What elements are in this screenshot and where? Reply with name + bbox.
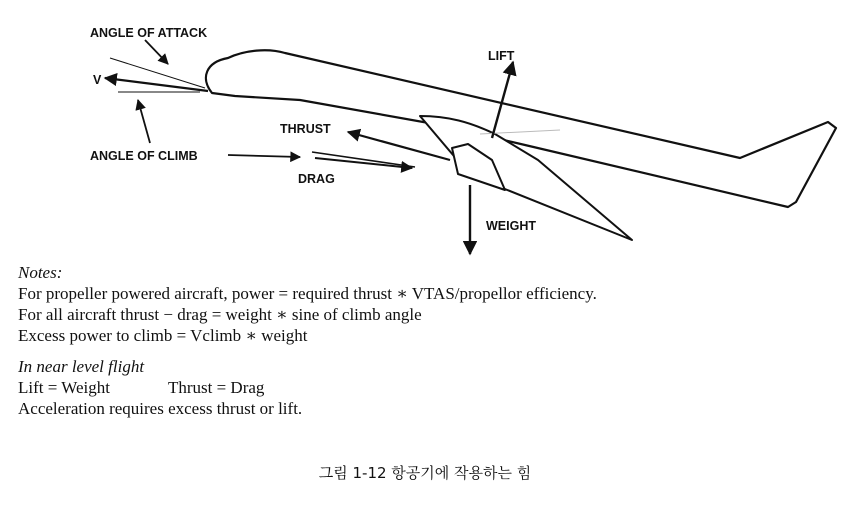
label-v: V — [93, 73, 102, 87]
angle-of-climb-leader — [228, 155, 300, 157]
label-weight: WEIGHT — [486, 219, 536, 233]
lift-equals-weight: Lift = Weight — [18, 378, 110, 397]
label-drag: DRAG — [298, 172, 335, 186]
flight-path-line — [110, 58, 205, 88]
label-thrust: THRUST — [280, 122, 331, 136]
figure-caption: 그림 1-12 항공기에 작용하는 힘 — [318, 464, 532, 482]
notes-line: For all aircraft thrust − drag = weight ∗ sine of climb angle — [18, 305, 422, 324]
angle-of-climb-pointer — [138, 100, 150, 143]
level-flight-heading: In near level flight — [18, 357, 145, 376]
level-flight-equations — [18, 377, 597, 398]
label-lift: LIFT — [488, 49, 515, 63]
label-angle-of-climb: ANGLE OF CLIMB — [90, 149, 198, 163]
notes-line: Excess power to climb = Vclimb ∗ weight — [18, 326, 308, 345]
acceleration-note: Acceleration requires excess thrust or lift. — [18, 399, 303, 418]
angle-of-attack-pointer — [145, 40, 168, 64]
thrust-arrow — [348, 132, 450, 160]
notes-block — [18, 262, 597, 419]
notes-heading: Notes: — [18, 263, 63, 282]
notes-line: For propeller powered aircraft, power = required thrust ∗ VTAS/propellor efficiency. — [18, 284, 597, 303]
thrust-equals-drag: Thrust = Drag — [167, 378, 265, 397]
label-angle-of-attack: ANGLE OF ATTACK — [90, 26, 208, 40]
